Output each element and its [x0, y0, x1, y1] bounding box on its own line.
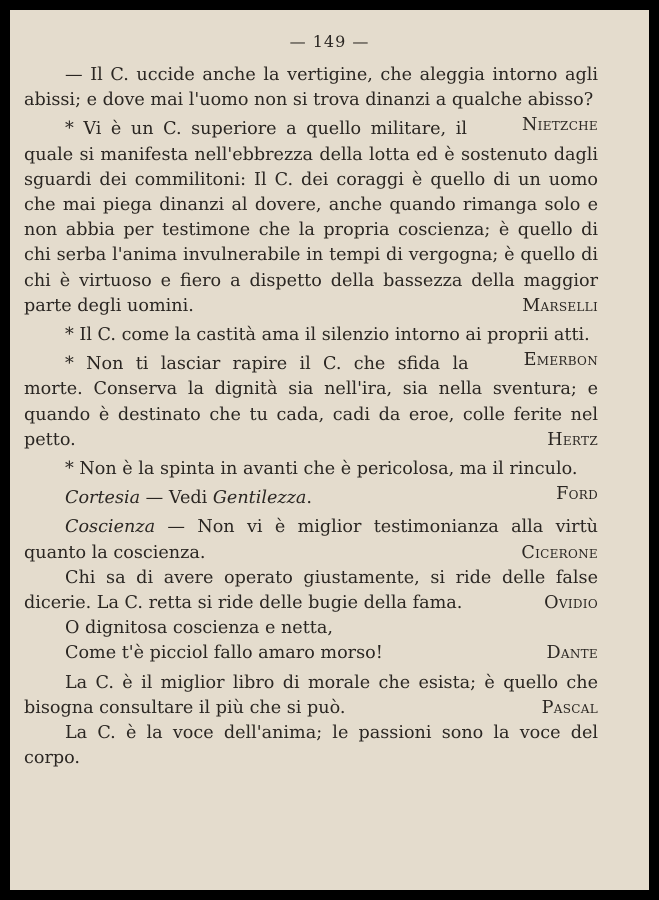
quote-author: Ford: [556, 484, 598, 505]
quote-text: * Vi è un C. superiore a quello militare, il quale si manifesta nell'ebbrezza della lotta ed è sostenuto dagli sguardi dei commilitoni: Il C. dei coraggi è quello di un uomo che mai piega dinanzi al dovere, anche quando rimanga solo e non abbia per testimone che la propria coscienza; è quello di chi serba l'anima invulnerabile in tempi di vergogna; è quello di chi è virtuoso e fiero a dispetto della bassezza della maggior parte degli uomini.: [24, 119, 598, 316]
quote-paragraph: [24, 671, 598, 721]
verse-line: [24, 641, 598, 666]
entry-coscienza: [24, 515, 598, 565]
verse-text: O dignitosa coscienza e netta,: [65, 618, 333, 639]
book-page: [10, 10, 649, 890]
quote-author: Hertz: [547, 429, 598, 450]
verse-text: Come t'è picciol fallo amaro morso!: [65, 643, 383, 664]
quote-paragraph: [24, 323, 598, 371]
quote-author: Cicerone: [521, 542, 598, 563]
quote-text: Chi sa di avere operato giustamente, si ride delle false dicerie. La C. retta si ride delle bugie della fama.: [24, 567, 598, 614]
quote-text: * Il C. come la castità ama il silenzio intorno ai proprii atti.: [65, 325, 590, 346]
quote-author: Dante: [546, 643, 598, 664]
entry-heading: Coscienza: [65, 517, 156, 538]
page-body: [24, 63, 598, 771]
entry-end: .: [306, 488, 313, 509]
cross-reference: Gentilezza: [212, 488, 307, 509]
quote-text: * Non ti lasciar rapire il C. che sfida la morte. Conserva la dignità sia nell'ira, sia nella sventura; e quando è destinato che tu cada, cadi da eroe, colle ferite nel petto.: [24, 354, 598, 450]
quote-text: La C. è il miglior libro di morale che esista; è quello che bisogna consultare il più che si può.: [24, 672, 598, 718]
quote-author: Emerbon: [523, 350, 598, 371]
quote-text: — Non vi è miglior testimonianza alla virtù quanto la coscienza.: [24, 517, 598, 563]
quote-paragraph: [24, 566, 598, 616]
quote-author: Nietzche: [521, 115, 598, 136]
page-number: — 149 —: [289, 32, 370, 51]
quote-author: Marselli: [522, 295, 598, 316]
quote-author: Pascal: [541, 697, 598, 718]
quote-paragraph: [24, 117, 598, 319]
quote-text: * Non è la spinta in avanti che è pericolosa, ma il rinculo.: [65, 459, 578, 480]
quote-paragraph: [24, 63, 598, 136]
quote-text: — Il C. uccide anche la vertigine, che aleggia intorno agli abissi; e dove mai l'uomo non si trova dinanzi a qualche abisso?: [24, 65, 598, 111]
entry-heading: Cortesia: [65, 488, 141, 509]
quote-text: La C. è la voce dell'anima; le passioni sono la voce del corpo.: [24, 723, 598, 769]
verse-line: [24, 616, 598, 641]
quote-author: Ovidio: [544, 593, 598, 614]
quote-paragraph: [24, 721, 598, 771]
entry-sep: — Vedi: [140, 488, 213, 509]
